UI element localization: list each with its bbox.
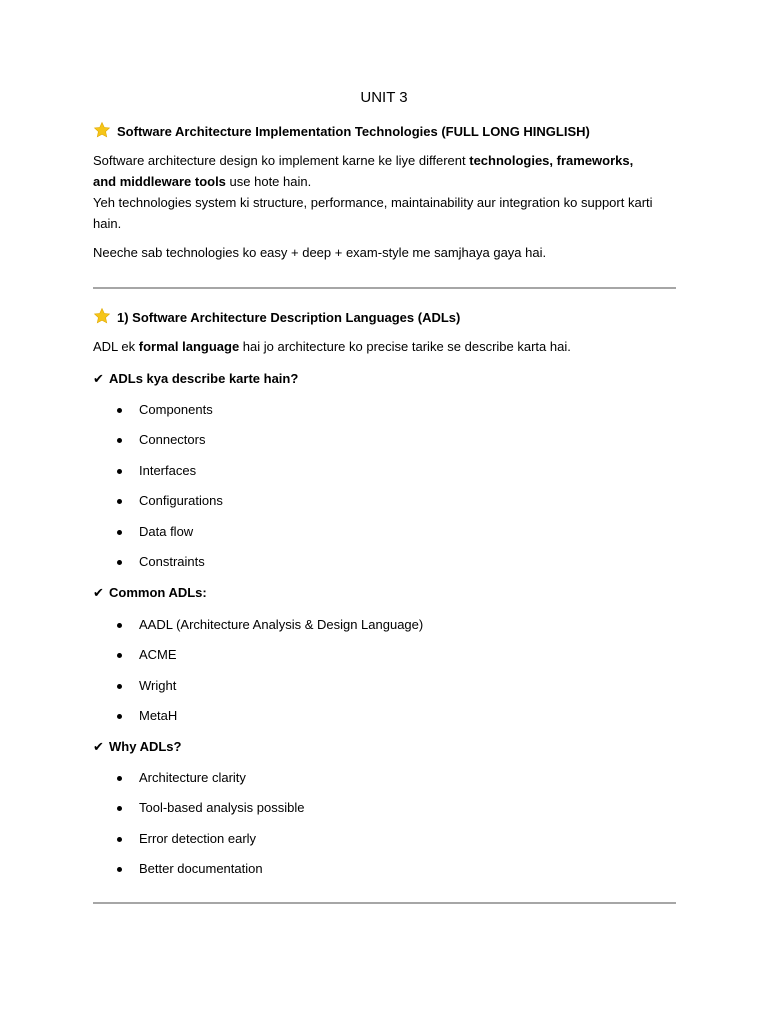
check-icon: ✔ bbox=[93, 371, 104, 386]
bullet-dot bbox=[117, 530, 122, 535]
list-item-text: Better documentation bbox=[139, 861, 263, 877]
bullet-dot bbox=[117, 867, 122, 872]
section-divider bbox=[93, 287, 676, 289]
bullet-dot bbox=[117, 806, 122, 811]
bullet-dot bbox=[117, 560, 122, 565]
list-item bbox=[93, 401, 223, 431]
list-item bbox=[93, 462, 223, 492]
star-icon bbox=[93, 307, 111, 325]
list-why-adls bbox=[93, 769, 304, 891]
section-divider bbox=[93, 902, 676, 904]
list-item-text: Components bbox=[139, 402, 213, 417]
list-item bbox=[93, 553, 223, 583]
list-item-text: Connectors bbox=[139, 432, 206, 448]
main-heading-text: Software Architecture Implementation Technologies (FULL LONG HINGLISH) bbox=[117, 124, 590, 139]
list-item bbox=[93, 769, 304, 799]
list-item-text: Wright bbox=[139, 677, 177, 693]
intro-line-2: Yeh technologies system ki structure, performance, maintainability aur integration ko support karti hain. bbox=[93, 195, 653, 231]
unit-title: UNIT 3 bbox=[360, 89, 408, 106]
intro-text: Software architecture design ko implement karne ke liye different bbox=[93, 153, 470, 168]
intro-note bbox=[93, 242, 653, 263]
list-item-text: Error detection early bbox=[139, 830, 257, 846]
adl-desc-text: ADL ek bbox=[93, 339, 139, 354]
list-item bbox=[93, 677, 423, 707]
subheading-adl-describe bbox=[93, 370, 298, 388]
bullet-dot bbox=[117, 469, 122, 474]
list-item bbox=[93, 431, 223, 461]
bullet-dot bbox=[117, 653, 122, 658]
bullet-dot bbox=[117, 837, 122, 842]
list-item-text: Tool-based analysis possible bbox=[139, 800, 305, 816]
subheading-why-adls bbox=[93, 738, 181, 756]
intro-paragraph bbox=[93, 150, 653, 234]
list-item bbox=[93, 860, 304, 890]
list-item-text: Interfaces bbox=[139, 462, 197, 478]
check-icon: ✔ bbox=[93, 585, 104, 600]
bullet-dot bbox=[117, 623, 122, 628]
intro-text-end: use hote hain. bbox=[225, 174, 312, 189]
list-item bbox=[93, 830, 304, 860]
adl-description bbox=[93, 336, 653, 357]
bullet-dot bbox=[117, 408, 122, 413]
list-item bbox=[93, 492, 223, 522]
subheading-common-adls bbox=[93, 584, 207, 602]
star-icon bbox=[93, 121, 111, 139]
list-item bbox=[93, 707, 423, 737]
main-heading bbox=[93, 121, 590, 141]
list-item-text: MetaH bbox=[139, 708, 178, 724]
bullet-dot bbox=[117, 776, 122, 781]
list-item bbox=[93, 646, 423, 676]
list-item-text: Data flow bbox=[139, 523, 194, 539]
list-adl-describe bbox=[93, 401, 223, 583]
subheading-text: Common ADLs: bbox=[109, 585, 207, 600]
bullet-dot bbox=[117, 438, 122, 443]
list-item-text: Architecture clarity bbox=[139, 770, 246, 785]
list-item bbox=[93, 523, 223, 553]
list-item-text: ACME bbox=[139, 647, 177, 663]
adl-desc-end: hai jo architecture ko precise tarike se describe karta hai. bbox=[239, 339, 571, 354]
subheading-text: Why ADLs? bbox=[109, 739, 182, 754]
list-item bbox=[93, 799, 304, 829]
list-item-text: Constraints bbox=[139, 553, 205, 569]
list-item bbox=[93, 616, 423, 646]
list-item-text: Configurations bbox=[139, 493, 223, 509]
intro-note-text: Neeche sab technologies ko easy + deep + exam-style me samjhaya gaya hai. bbox=[93, 245, 547, 260]
intro-line-1 bbox=[93, 150, 653, 192]
section-heading-text: 1) Software Architecture Description Languages (ADLs) bbox=[117, 310, 461, 325]
bullet-dot bbox=[117, 714, 122, 719]
bullet-dot bbox=[117, 684, 122, 689]
bullet-dot bbox=[117, 499, 122, 504]
list-common-adls bbox=[93, 616, 423, 738]
intro-bold-text: technologies, frameworks, and middleware tools bbox=[93, 153, 634, 189]
adl-desc-bold: formal language bbox=[138, 339, 240, 354]
subheading-text: ADLs kya describe karte hain? bbox=[109, 371, 299, 386]
section-heading bbox=[93, 307, 460, 327]
check-icon: ✔ bbox=[93, 739, 104, 754]
list-item-text: AADL (Architecture Analysis & Design Language) bbox=[139, 617, 424, 632]
